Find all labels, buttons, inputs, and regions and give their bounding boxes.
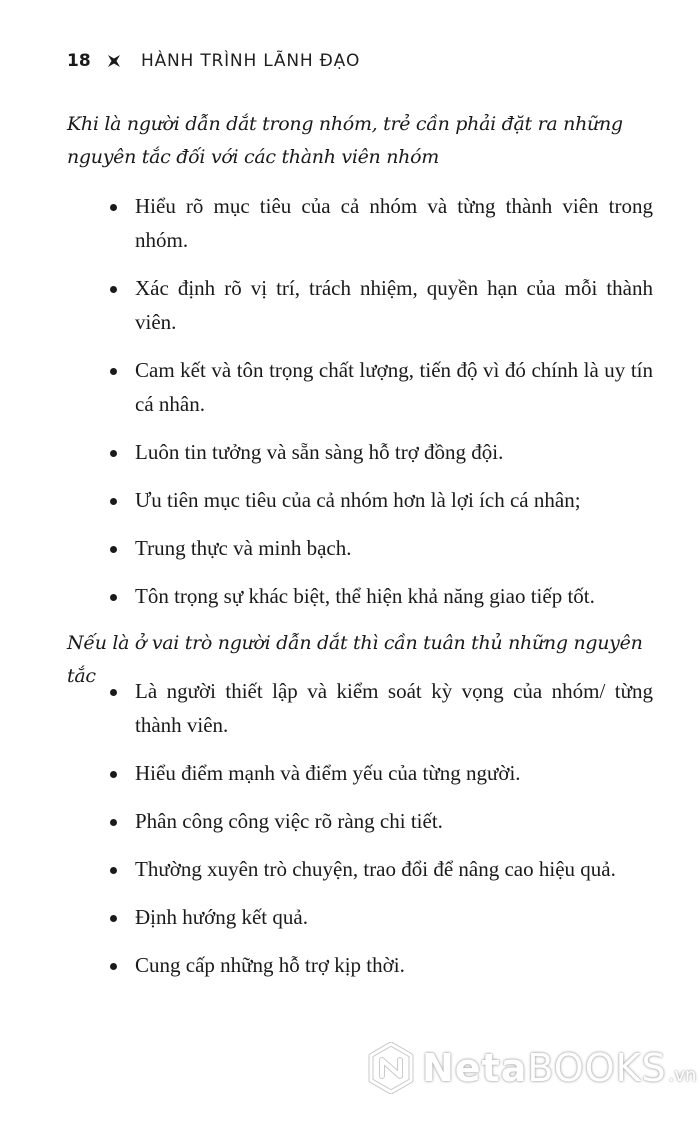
running-title: HÀNH TRÌNH LÃNH ĐẠO	[141, 51, 361, 71]
bullet-icon	[110, 546, 117, 553]
bullet-icon	[110, 368, 117, 375]
list-item-text: Là người thiết lập và kiểm soát kỳ vọng của nhóm/ từng thành viên.	[135, 679, 653, 737]
page-number: 18	[67, 51, 91, 71]
list-item-text: Luôn tin tưởng và sẵn sàng hỗ trợ đồng đội.	[135, 440, 504, 464]
list-item-text: Cung cấp những hỗ trợ kịp thời.	[135, 953, 405, 977]
bullet-icon	[110, 689, 117, 696]
four-point-star-icon	[107, 54, 121, 68]
list-item-text: Hiểu điểm mạnh và điểm yếu của từng người.	[135, 761, 521, 785]
list-item-text: Phân công công việc rõ ràng chi tiết.	[135, 809, 443, 833]
list-item	[108, 353, 653, 421]
list-item	[108, 579, 653, 613]
list-item	[108, 674, 653, 742]
bullet-icon	[110, 771, 117, 778]
list-item-text: Ưu tiên mục tiêu của cả nhóm hơn là lợi ích cá nhân;	[135, 488, 581, 512]
list-item	[108, 189, 653, 257]
list-item	[108, 900, 653, 934]
bullet-icon	[110, 286, 117, 293]
list-item-text: Tôn trọng sự khác biệt, thể hiện khả năng giao tiếp tốt.	[135, 584, 595, 608]
team-member-principles-list	[108, 189, 653, 627]
list-item-text: Cam kết và tôn trọng chất lượng, tiến độ vì đó chính là uy tín cá nhân.	[135, 358, 653, 416]
list-item-text: Hiểu rõ mục tiêu của cả nhóm và từng thành viên trong nhóm.	[135, 194, 653, 252]
leader-principles-list	[108, 674, 653, 996]
list-item	[108, 435, 653, 469]
list-item	[108, 756, 653, 790]
watermark-brand	[422, 1046, 667, 1090]
list-item	[108, 271, 653, 339]
bullet-icon	[110, 867, 117, 874]
bullet-icon	[110, 915, 117, 922]
running-header	[67, 46, 360, 76]
section-intro-leader: Nếu là ở vai trò người dẫn dắt thì cần tuân thủ những nguyên tắc	[67, 632, 643, 687]
list-item-text: Xác định rõ vị trí, trách nhiệm, quyền hạn của mỗi thành viên.	[135, 276, 653, 334]
list-item	[108, 852, 653, 886]
section-intro-team-member: Khi là người dẫn dắt trong nhóm, trẻ cần phải đặt ra những nguyên tắc đối với các thành viên nhóm	[67, 113, 623, 168]
bullet-icon	[110, 594, 117, 601]
list-item	[108, 531, 653, 565]
netabooks-watermark	[368, 1042, 696, 1094]
watermark-brand-part1: Neta	[422, 1046, 528, 1090]
list-item	[108, 804, 653, 838]
watermark-brand-part2: BOOKS	[527, 1046, 667, 1090]
list-item	[108, 483, 653, 517]
bullet-icon	[110, 963, 117, 970]
list-item-text: Định hướng kết quả.	[135, 905, 308, 929]
netabooks-hexagon-n-icon	[368, 1042, 414, 1094]
bullet-icon	[110, 450, 117, 457]
bullet-icon	[110, 498, 117, 505]
watermark-domain: .vn	[668, 1065, 697, 1086]
list-item-text: Trung thực và minh bạch.	[135, 536, 352, 560]
bullet-icon	[110, 204, 117, 211]
bullet-icon	[110, 819, 117, 826]
list-item-text: Thường xuyên trò chuyện, trao đổi để nâng cao hiệu quả.	[135, 857, 616, 881]
list-item	[108, 948, 653, 982]
